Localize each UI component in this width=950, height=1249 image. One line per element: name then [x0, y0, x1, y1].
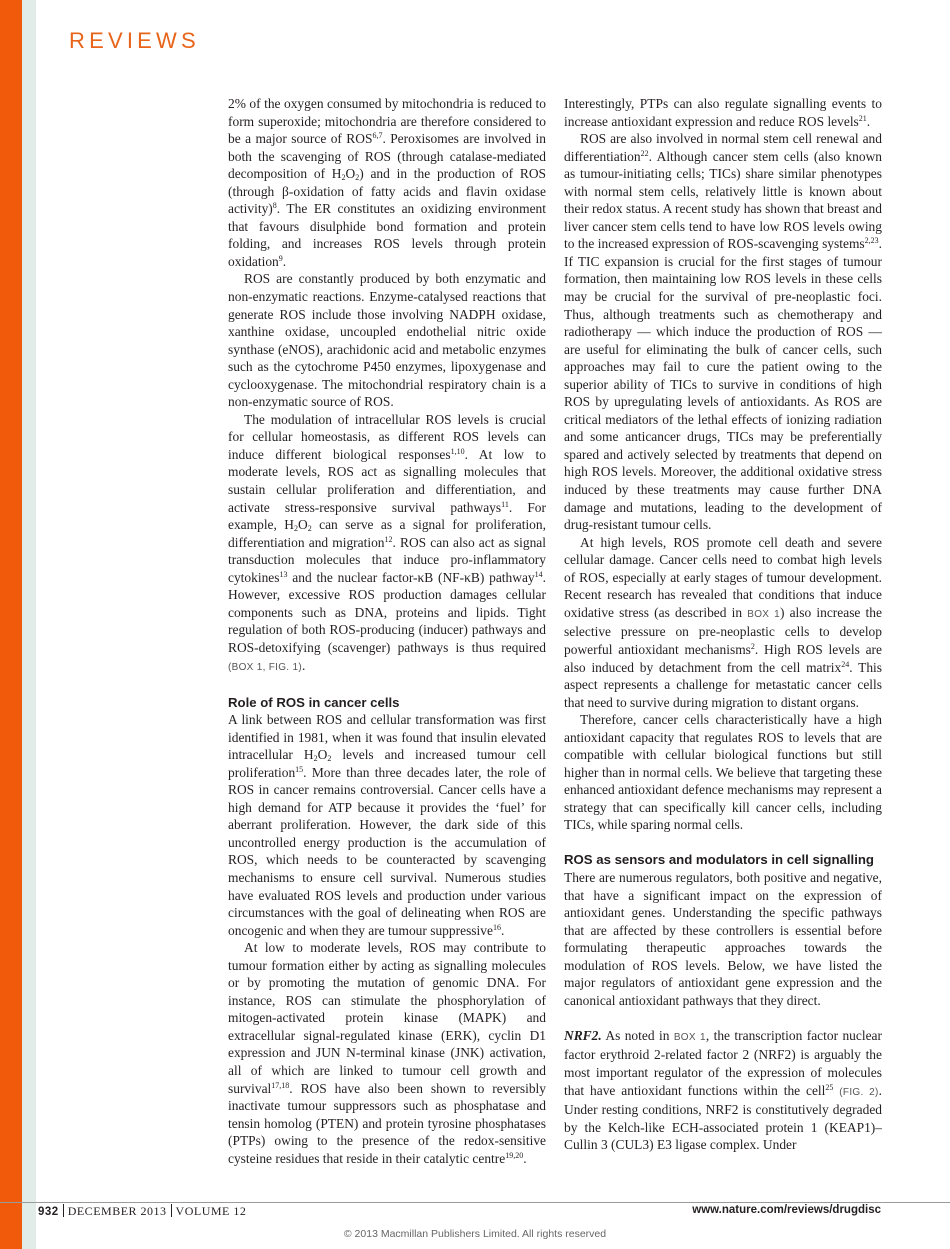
paragraph — [228, 711, 546, 939]
reference-citation[interactable]: 14 — [534, 569, 543, 579]
text-run: 2% of the oxygen consumed by mitochondria is reduced to form superoxide; mitochondria are therefore considered to be a major source of ROS — [228, 96, 546, 147]
text-run: . — [500, 922, 505, 938]
text-run: O — [345, 166, 356, 182]
journal-color-bar-secondary — [22, 0, 36, 1249]
paragraph — [564, 534, 882, 711]
reference-citation[interactable]: 25 — [825, 1082, 834, 1092]
text-run: ROS are constantly produced by both enzymatic and non-enzymatic reactions. Enzyme-catalysed reactions that generate ROS include those involving NADPH oxidase, xanthine oxidase, uncoupled endothelial nitric oxide synthase (eNOS), arachidonic acid and metabolic enzymes such as the cytochrome P450 enzymes, lipoxygenase and cyclooxygenase. The mitochondrial respiratory chain is a non-enzymatic source of ROS. — [228, 271, 546, 410]
reference-citation[interactable]: 15 — [295, 764, 304, 774]
text-run: At low to moderate levels, ROS may contribute to tumour formation either by acting as signalling molecules or by promoting the mutation of genomic DNA. For instance, ROS can stimulate the phosphorylation of mitogen-activated protein kinase (MAPK) and extracellular signal-regulated kinase (ERK), cyclin D1 expression and JUN N-terminal kinase (JNK) activation, all of which are linked to tumour cell growth and survival — [228, 940, 546, 1096]
paragraph — [228, 95, 546, 270]
text-run: . The ER constitutes an oxidizing environment that favours disulphide bond formation and protein folding, and increases ROS levels through protein oxidation — [228, 201, 546, 269]
text-run: . — [282, 253, 287, 269]
text-run: , the transcription factor nuclear factor erythroid 2-related factor 2 (NRF2) is arguably the most important regulator of the expression of molecules that have antioxidant functions within the cell — [564, 1027, 882, 1098]
section-heading — [228, 694, 546, 712]
text-run: ROS are also involved in normal stem cell renewal and differentiation — [564, 131, 882, 164]
paragraph — [228, 411, 546, 676]
reference-citation[interactable]: 13 — [279, 569, 288, 579]
section-heading — [564, 851, 882, 869]
subscript: 2 — [327, 754, 332, 764]
text-run: . Peroxisomes are involved in both the scavenging of ROS (through catalase-mediated decomposition of H — [228, 131, 546, 182]
reference-citation[interactable]: 11 — [501, 499, 509, 509]
paragraph — [564, 711, 882, 834]
figure-box-link[interactable]: (BOX 1, FIG. 1) — [228, 661, 302, 673]
reference-citation[interactable]: 6,7 — [372, 131, 383, 141]
text-run: The modulation of intracellular ROS levels is crucial for cellular homeostasis, as different ROS levels can induce different biological responses — [228, 411, 546, 462]
reference-citation[interactable]: 22 — [640, 148, 649, 158]
text-run: . For example, H — [228, 499, 546, 533]
paragraph — [564, 1027, 882, 1154]
page-number: 932 — [38, 1206, 59, 1218]
reference-citation[interactable]: 19,20 — [505, 1150, 524, 1160]
subscript: 2 — [313, 754, 318, 764]
reference-citation[interactable]: 9 — [278, 253, 283, 263]
subsection-runin-heading: NRF2. — [564, 1027, 602, 1043]
text-run: Therefore, cancer cells characteristically have a high antioxidant capacity that regulates ROS to levels that are compatible with cellular biological functions but still higher than in normal cells. We believe that targeting these enhanced antioxidant defence mechanisms may represent a strategy that can specifically kill cancer cells, including TICs, while sparing normal cells. — [564, 712, 882, 833]
text-column-right — [564, 95, 882, 1154]
journal-url[interactable]: www.nature.com/reviews/drugdisc — [692, 1204, 881, 1216]
text-run: Role of ROS in cancer cells — [228, 694, 400, 710]
subscript: 2 — [355, 173, 360, 183]
reference-citation[interactable]: 16 — [492, 922, 501, 932]
reference-citation[interactable]: 2,23 — [864, 236, 879, 246]
text-run: ) and in the production of ROS (through β-oxidation of fatty acids and flavin oxidase activity) — [228, 166, 546, 217]
footer-citation — [38, 1204, 246, 1219]
text-run: . If TIC expansion is crucial for the first stages of tumour formation, then maintaining low ROS levels in these cells may be crucial for the survival of pre-neoplastic foci. Thus, although treatments such as chemotherapy and radiotherapy — which induce the production of ROS — are useful for eliminating the bulk of cancer cells, such approaches may fail to cure the patient owing to the superior ability of TICs to survive in conditions of high ROS by upregulating levels of antioxidants. As ROS are critical mediators of the lethal effects of ionizing radiation and some anticancer drugs, TICs may be preferentially spared and actively selected by treatments that depend on high ROS levels. Moreover, the additional oxidative stress induced by these treatments may cause further DNA damage and mutations, leading to the development of drug-resistant tumour cells. — [564, 236, 882, 533]
text-run: . ROS can also act as signal transduction molecules that induce pro-inflammatory cytokines — [228, 534, 546, 585]
volume: VOLUME 12 — [175, 1204, 247, 1218]
reference-citation[interactable]: 21 — [858, 113, 867, 123]
text-run: There are numerous regulators, both positive and negative, that have a significant impact on the expression of antioxidant genes. Understanding the specific pathways that are affected by these controllers is essential before formulating therapeutic approaches towards the modulation of ROS levels. Below, we have listed the major regulators of antioxidant gene expression and the canonical antioxidant pathways that they direct. — [564, 870, 882, 1008]
text-run: . However, excessive ROS production damages cellular components such as DNA, proteins and lipids. Tight regulation of both ROS-producing (inducer) pathways and ROS-detoxifying (scavenger) pathways is thus required — [228, 569, 546, 655]
reference-citation[interactable]: 17,18 — [271, 1080, 290, 1090]
text-run: ) also increase the selective pressure on pre-neoplastic cells to develop powerful antioxidant mechanisms — [564, 604, 882, 657]
text-run: O — [317, 747, 328, 763]
text-run: . — [523, 1150, 527, 1166]
text-run: . Although cancer stem cells (also known as tumour-initiating cells; TICs) share similar phenotypes with normal stem cells, relatively little is known about their redox status. A recent study has shown that breast and liver cancer stem cells tend to have low ROS levels owing to the increased expression of ROS-scavenging systems — [564, 148, 882, 252]
subscript: 2 — [307, 524, 312, 534]
figure-box-link[interactable]: (FIG. 2) — [839, 1086, 879, 1098]
reference-citation[interactable]: 2 — [750, 641, 755, 651]
text-run: . High ROS levels are also induced by detachment from the cell matrix — [564, 641, 883, 675]
text-run: . This aspect represents a challenge for metastatic cancer cells that need to survive during migration to distant organs. — [564, 659, 882, 710]
section-label: REVIEWS — [69, 28, 200, 53]
text-run: Interestingly, PTPs can also regulate signalling events to increase antioxidant expression and reduce ROS levels — [564, 96, 882, 129]
paragraph — [228, 939, 546, 1167]
footer-separator — [63, 1204, 64, 1217]
text-run: O — [297, 517, 308, 533]
text-run: At high levels, ROS promote cell death and severe cellular damage. Cancer cells need to combat high levels of ROS, especially at early stages of tumour development. Recent research has revealed that conditions that induce oxidative stress (as described in — [564, 534, 882, 620]
text-run: levels and increased tumour cell proliferation — [228, 747, 546, 780]
text-run: . Under resting conditions, NRF2 is constitutively degraded by the Kelch-like ECH-associated protein 1 (KEAP1)–Cullin 3 (CUL3) E3 ligase complex. Under — [564, 1082, 883, 1153]
paragraph — [564, 130, 882, 534]
text-run: . At low to moderate levels, ROS act as signalling molecules that sustain cellular proliferation and differentiation, and activate stress-responsive survival pathways — [228, 446, 546, 515]
reference-citation[interactable]: 1,10 — [450, 446, 465, 456]
paragraph — [564, 95, 882, 130]
figure-box-link[interactable]: BOX 1 — [673, 1031, 706, 1043]
text-run: . ROS have also been shown to reversibly inactivate tumour suppressors such as phosphatase and tensin homolog (PTEN) and protein tyrosine phosphatases (PTPs) owing to the presence of the redox-sensitive cysteine residues that reside in their catalytic centre — [228, 1080, 546, 1166]
text-run: and the nuclear factor-κB (NF-κB) pathway — [287, 569, 535, 585]
reference-citation[interactable]: 8 — [272, 201, 277, 211]
paragraph — [564, 869, 882, 1009]
text-column-left — [228, 95, 546, 1167]
journal-color-bar — [0, 0, 22, 1249]
copyright-notice: © 2013 Macmillan Publishers Limited. All rights reserved — [343, 1228, 607, 1240]
issue-date: DECEMBER 2013 — [67, 1204, 167, 1218]
footer-separator — [171, 1204, 172, 1217]
text-run: As noted in — [601, 1027, 674, 1043]
paragraph — [228, 270, 546, 410]
figure-box-link[interactable]: BOX 1 — [747, 608, 780, 620]
text-run: can serve as a signal for proliferation, differentiation and migration — [228, 517, 546, 550]
text-run: . — [866, 113, 871, 129]
text-run: . — [301, 657, 306, 673]
reference-citation[interactable]: 24 — [841, 659, 850, 669]
text-run: ROS as sensors and modulators in cell signalling — [564, 852, 874, 868]
text-run: . More than three decades later, the role of ROS in cancer remains controversial. Cancer cells have a high demand for ATP because it provides the ‘fuel’ for aberrant proliferation. However, the dark side of this uncontrolled energy production is the accumulation of ROS, which needs to be counteracted by scavenging mechanisms to ensure cell survival. Numerous studies have evaluated ROS levels and production under various circumstances with the goal of delineating when ROS are oncogenic and when they are tumour suppressive — [228, 764, 546, 938]
footer-divider — [0, 1202, 950, 1203]
text-run: A link between ROS and cellular transformation was first identified in 1981, when it was found that insulin elevated intracellular H — [228, 712, 546, 763]
subscript: 2 — [293, 524, 298, 534]
subscript: 2 — [341, 173, 346, 183]
reference-citation[interactable]: 12 — [384, 534, 393, 544]
